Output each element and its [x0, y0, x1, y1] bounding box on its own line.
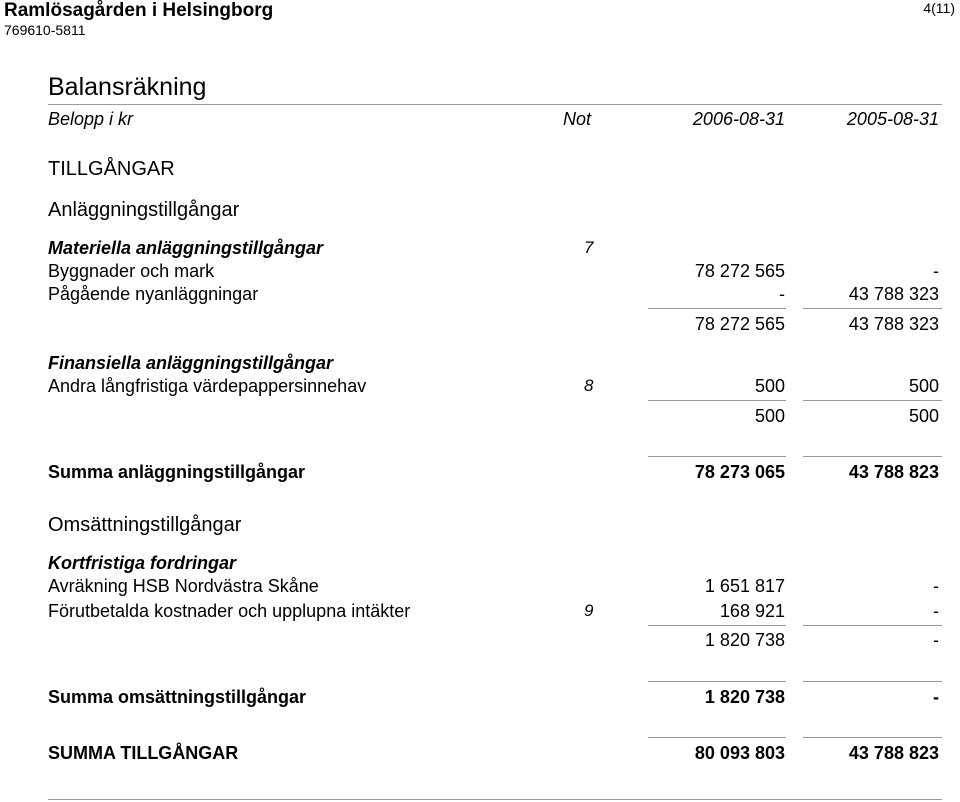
grand-total-rule-2005: [803, 737, 942, 738]
row-label: Andra långfristiga värdepappersinnehav: [48, 376, 367, 396]
total-rule-2005: [803, 456, 942, 457]
fixed-assets-total-2005: 43 788 823: [848, 462, 939, 482]
tangible-assets-heading: Materiella anläggningstillgångar: [48, 238, 324, 258]
grand-total-rule-2006: [648, 737, 786, 738]
subtotal-rule-2005: [803, 400, 942, 401]
financial-assets-heading: Finansiella anläggningstillgångar: [48, 353, 334, 373]
fixed-assets-total-2006: 78 273 065: [694, 462, 785, 482]
subtotal-value-2005: 500: [908, 406, 939, 426]
bottom-divider: [48, 799, 942, 800]
row-value-2006: 500: [754, 376, 785, 396]
row-value-2005: -: [933, 261, 939, 281]
total-rule-2006: [648, 456, 786, 457]
financial-note-ref: 8: [584, 376, 594, 395]
subtotal-value-2005: -: [933, 630, 939, 650]
column-header-2005: 2005-08-31: [846, 109, 939, 129]
current-assets-total-label: Summa omsättningstillgångar: [48, 687, 307, 707]
grand-total-2005: 43 788 823: [848, 743, 939, 763]
row-value-2005: -: [933, 601, 939, 621]
row-value-2006: 78 272 565: [694, 261, 785, 281]
total-rule-2006: [648, 681, 786, 682]
row-label: Förutbetalda kostnader och upplupna intäkter: [48, 601, 411, 621]
column-header-2006: 2006-08-31: [692, 109, 785, 129]
receivables-heading: Kortfristiga fordringar: [48, 553, 237, 573]
row-label: Pågående nyanläggningar: [48, 284, 259, 304]
company-name: Ramlösagården i Helsingborg: [4, 0, 274, 21]
row-value-2006: -: [779, 284, 785, 304]
subtotal-value-2006: 78 272 565: [694, 314, 785, 334]
row-value-2005: 43 788 323: [848, 284, 939, 304]
subtotal-rule-2006: [648, 625, 786, 626]
row-label: Byggnader och mark: [48, 261, 215, 281]
total-rule-2005: [803, 681, 942, 682]
receivables-note-ref: 9: [584, 601, 594, 620]
title-divider: [48, 104, 942, 105]
subtotal-rule-2005: [803, 308, 942, 309]
current-assets-total-2005: -: [933, 687, 939, 707]
fixed-assets-total-label: Summa anläggningstillgångar: [48, 462, 306, 482]
row-value-2005: -: [933, 576, 939, 596]
page-title: Balansräkning: [48, 73, 207, 101]
subtotal-rule-2006: [648, 308, 786, 309]
row-value-2006: 1 651 817: [704, 576, 785, 596]
column-header-amount: Belopp i kr: [48, 109, 134, 129]
subtotal-rule-2005: [803, 625, 942, 626]
current-assets-heading: Omsättningstillgångar: [48, 514, 242, 536]
tangible-note-ref: 7: [584, 238, 594, 257]
current-assets-total-2006: 1 820 738: [704, 687, 785, 707]
subtotal-value-2005: 43 788 323: [848, 314, 939, 334]
fixed-assets-heading: Anläggningstillgångar: [48, 199, 240, 221]
organization-number: 769610-5811: [4, 22, 86, 38]
row-label: Avräkning HSB Nordvästra Skåne: [48, 576, 319, 596]
column-header-note: Not: [563, 109, 592, 129]
grand-total-label: SUMMA TILLGÅNGAR: [48, 743, 239, 763]
subtotal-rule-2006: [648, 400, 786, 401]
subtotal-value-2006: 500: [754, 406, 785, 426]
page-number: 4(11): [923, 0, 955, 16]
row-value-2005: 500: [908, 376, 939, 396]
assets-heading: TILLGÅNGAR: [48, 158, 175, 180]
grand-total-2006: 80 093 803: [694, 743, 785, 763]
subtotal-value-2006: 1 820 738: [704, 630, 785, 650]
row-value-2006: 168 921: [719, 601, 785, 621]
